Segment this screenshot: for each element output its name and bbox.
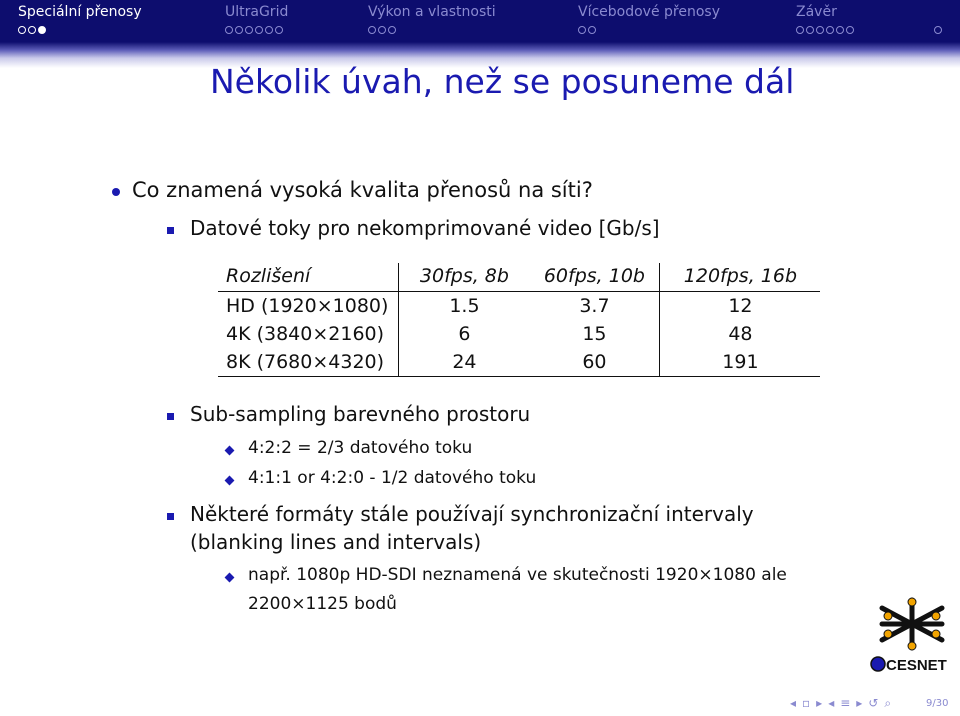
nav-prev-subsection-icon[interactable]: ◂ <box>828 696 835 710</box>
nav-section-vicebodove[interactable]: Vícebodové přenosy <box>578 4 720 20</box>
nav-frame-icon[interactable]: ▫ <box>802 696 811 710</box>
nav-dot[interactable] <box>826 26 834 34</box>
nav-dots-specialni-prenosy[interactable] <box>18 26 46 36</box>
nav-section-zaver[interactable]: Závěr <box>796 4 837 20</box>
bullet-diamond-icon <box>225 476 235 486</box>
nav-section-ultragrid[interactable]: UltraGrid <box>225 4 289 20</box>
bullet-square-icon <box>167 227 174 234</box>
nav-dots-vykon[interactable] <box>368 26 396 36</box>
nav-back-icon[interactable]: ↺ <box>868 696 879 710</box>
bullet-diamond-icon <box>225 573 235 583</box>
nav-dot[interactable] <box>235 26 243 34</box>
bullet-hdsdi-example-cont: 2200×1125 bodů <box>248 594 397 614</box>
table-row <box>218 348 820 377</box>
bullet-data-rates: Datové toky pro nekomprimované video [Gb/s] <box>190 216 660 240</box>
nav-prev-frame-icon[interactable]: ◂ <box>790 696 797 710</box>
nav-dot[interactable] <box>934 26 942 34</box>
table-row <box>218 292 820 321</box>
cell-value: 12 <box>728 295 753 317</box>
page-number: 9/30 <box>926 698 949 709</box>
nav-next-subsection-icon[interactable]: ▸ <box>856 696 863 710</box>
cell-value: 48 <box>728 323 753 345</box>
cell-value: 60 <box>529 348 660 377</box>
bullet-quality-question: Co znamená vysoká kvalita přenosů na síti? <box>132 178 593 202</box>
bullet-sync-intervals: Některé formáty stále používají synchronizační intervaly <box>190 502 754 526</box>
nav-dot[interactable] <box>275 26 283 34</box>
nav-dot[interactable] <box>28 26 36 34</box>
nav-dot[interactable] <box>388 26 396 34</box>
section-navbar <box>0 0 960 68</box>
cell-value: 24 <box>399 348 530 377</box>
nav-dot[interactable] <box>255 26 263 34</box>
cell-value: 6 <box>458 323 471 345</box>
header-60fps: 60fps, 10b <box>529 263 660 292</box>
cell-value: 1.5 <box>449 295 480 317</box>
beamer-nav-controls <box>790 696 891 711</box>
data-rate-table <box>218 263 820 377</box>
cell-value: 3.7 <box>529 292 660 321</box>
nav-next-frame-icon[interactable]: ▸ <box>816 696 823 710</box>
cesnet-logo <box>868 594 960 676</box>
nav-dot[interactable] <box>796 26 804 34</box>
bullet-circle-icon <box>112 188 120 196</box>
nav-dots-vicebodove[interactable] <box>578 26 596 36</box>
bullet-sync-intervals-cont: (blanking lines and intervals) <box>190 530 482 554</box>
nav-dot[interactable] <box>806 26 814 34</box>
nav-dots-ultragrid[interactable] <box>225 26 283 36</box>
nav-dot[interactable] <box>836 26 844 34</box>
bullet-square-icon <box>167 413 174 420</box>
header-120fps: 120fps, 16b <box>660 263 821 292</box>
bullet-hdsdi-example: např. 1080p HD-SDI neznamená ve skutečnosti 1920×1080 ale <box>248 565 787 585</box>
nav-dot[interactable] <box>578 26 586 34</box>
bullet-diamond-icon <box>225 446 235 456</box>
nav-dot[interactable] <box>245 26 253 34</box>
nav-dot[interactable] <box>265 26 273 34</box>
cell-value: 191 <box>660 348 821 377</box>
cell-value: 15 <box>529 320 660 348</box>
nav-dots-zaver[interactable] <box>796 26 854 36</box>
cell-resolution: HD (1920×1080) <box>218 292 399 321</box>
nav-dot[interactable] <box>18 26 26 34</box>
nav-dot[interactable] <box>225 26 233 34</box>
bullet-subsampling-422: 4:2:2 = 2/3 datového toku <box>248 438 473 458</box>
bullet-subsampling-411: 4:1:1 or 4:2:0 - 1/2 datového toku <box>248 468 537 488</box>
bullet-square-icon <box>167 513 174 520</box>
header-30fps: 30fps, 8b <box>399 263 530 292</box>
nav-dot-current[interactable] <box>38 26 46 34</box>
table-header-row <box>218 263 820 292</box>
table-row <box>218 320 820 348</box>
nav-dot[interactable] <box>846 26 854 34</box>
nav-dot[interactable] <box>816 26 824 34</box>
cesnet-logo-icon <box>868 594 960 676</box>
nav-dot[interactable] <box>588 26 596 34</box>
nav-dot[interactable] <box>378 26 386 34</box>
slide-title: Několik úvah, než se posuneme dál <box>210 62 795 101</box>
nav-dots-extra[interactable] <box>934 26 942 36</box>
nav-dot[interactable] <box>368 26 376 34</box>
nav-subsection-icon[interactable]: ≡ <box>840 696 851 710</box>
cesnet-logo-text: CESNET <box>886 657 947 674</box>
bullet-subsampling: Sub-sampling barevného prostoru <box>190 402 531 426</box>
cell-resolution: 4K (3840×2160) <box>218 320 399 348</box>
nav-section-specialni-prenosy[interactable]: Speciální přenosy <box>18 4 142 20</box>
cell-resolution: 8K (7680×4320) <box>218 348 399 377</box>
nav-section-vykon[interactable]: Výkon a vlastnosti <box>368 4 496 20</box>
nav-search-icon[interactable]: ⌕ <box>884 696 892 710</box>
header-resolution: Rozlišení <box>218 263 399 292</box>
